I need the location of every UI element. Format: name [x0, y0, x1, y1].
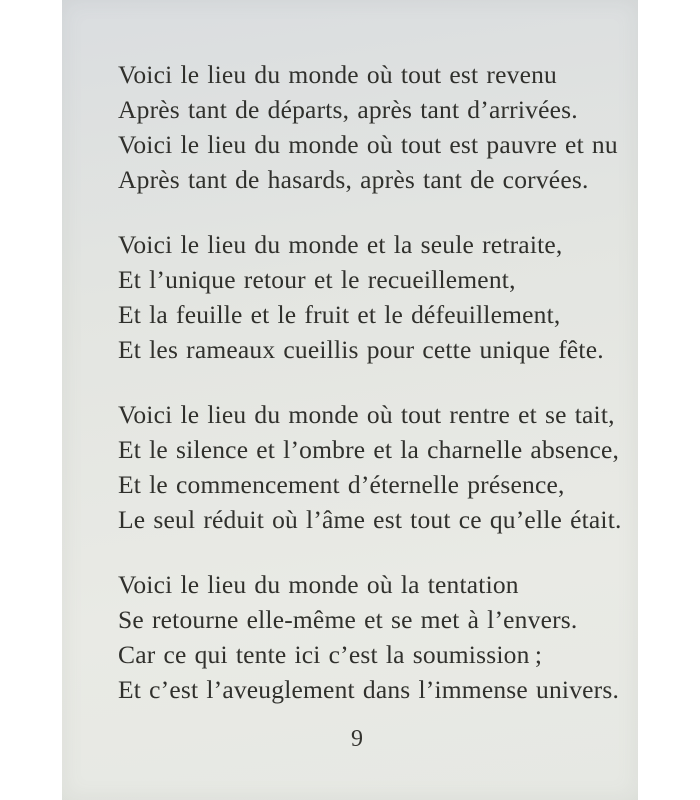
poem-line: Voici le lieu du monde où la tentation: [118, 570, 519, 599]
book-page: [62, 0, 638, 800]
poem-line: Voici le lieu du monde et la seule retraite,: [118, 230, 563, 259]
poem-line: Voici le lieu du monde où tout est revenu: [118, 60, 557, 89]
poem-line: Après tant de départs, après tant d’arrivées.: [118, 95, 578, 124]
poem: [118, 57, 622, 737]
poem-line: Et les rameaux cueillis pour cette unique fête.: [118, 335, 604, 364]
poem-line: Après tant de hasards, après tant de corvées.: [118, 165, 589, 194]
stanza-4: [118, 567, 620, 707]
poem-line: Et c’est l’aveuglement dans l’immense univers.: [118, 675, 620, 704]
stanza-2: [118, 227, 604, 367]
poem-line: Se retourne elle-même et se met à l’envers.: [118, 605, 578, 634]
stanza-3: [118, 397, 622, 537]
poem-line: Et le commencement d’éternelle présence,: [118, 470, 565, 499]
poem-line: Et le silence et l’ombre et la charnelle absence,: [118, 435, 620, 464]
stanza-1: [118, 57, 618, 197]
page-number: 9: [351, 726, 363, 752]
poem-line: Car ce qui tente ici c’est la soumission ;: [118, 640, 543, 669]
poem-line: Voici le lieu du monde où tout est pauvre et nu: [118, 130, 618, 159]
poem-line: Et l’unique retour et le recueillement,: [118, 265, 516, 294]
poem-line: Et la feuille et le fruit et le défeuillement,: [118, 300, 561, 329]
poem-line: Le seul réduit où l’âme est tout ce qu’elle était.: [118, 505, 622, 534]
poem-line: Voici le lieu du monde où tout rentre et se tait,: [118, 400, 615, 429]
